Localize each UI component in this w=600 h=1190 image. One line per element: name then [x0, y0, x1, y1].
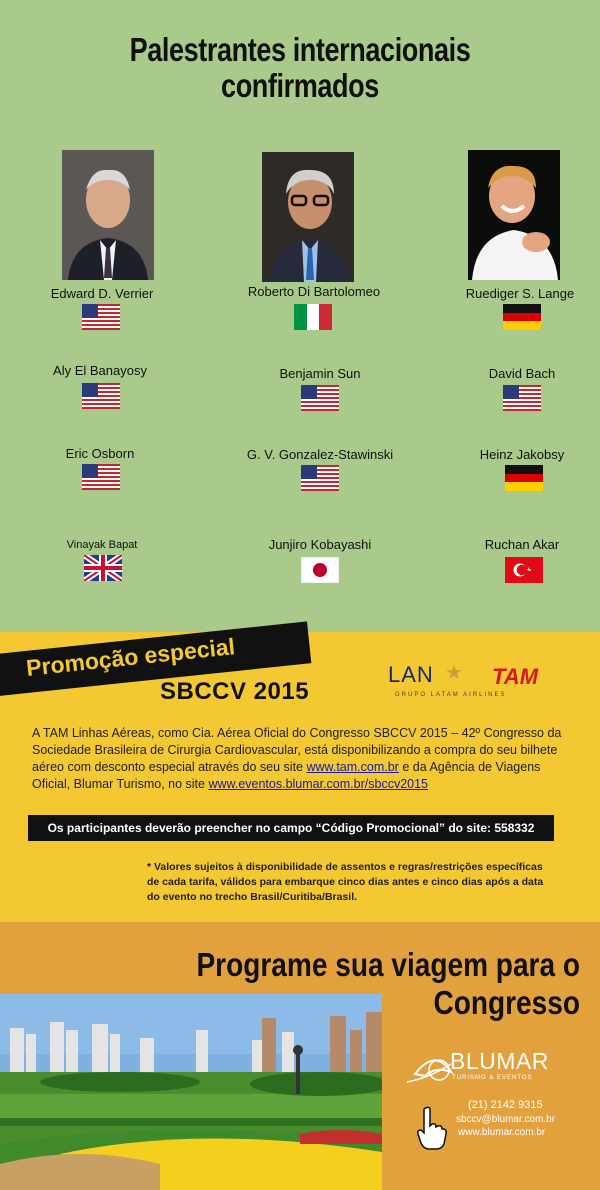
usa-flag-icon [82, 383, 120, 409]
promo-section [0, 632, 600, 922]
italy-flag-icon [294, 304, 332, 330]
japan-flag-icon [301, 557, 339, 583]
speaker-name: Heinz Jakobsy [479, 447, 565, 462]
blumar-website[interactable]: www.blumar.com.br [458, 1127, 546, 1138]
speaker-name: Edward D. Verrier [50, 286, 154, 301]
speaker-photo-roberto-di-bartolomeo [262, 152, 354, 282]
turkey-flag-icon [505, 557, 543, 583]
germany-flag-icon [505, 465, 543, 491]
speaker-name: Benjamin Sun [279, 366, 361, 381]
speaker-name: Ruchan Akar [484, 537, 560, 552]
promo-title: SBCCV 2015 [160, 678, 310, 705]
pointing-hand-icon [416, 1106, 448, 1150]
tam-site-link[interactable]: www.tam.com.br [306, 760, 399, 774]
travel-section [0, 922, 600, 1190]
speaker-name: Aly El Banayosy [53, 363, 147, 378]
grupo-latam-label: GRUPO LATAM AIRLINES [395, 692, 507, 698]
speaker-photo-ruediger-lange [468, 150, 560, 280]
star-icon: ★ [445, 662, 463, 684]
speaker-name: David Bach [488, 366, 556, 381]
speaker-photo-edward-verrier [62, 150, 154, 280]
speaker-name: Junjiro Kobayashi [268, 537, 372, 552]
blumar-subtitle: TURISMO & EVENTOS [452, 1075, 533, 1081]
travel-heading: Programe sua viagem para o Congresso [196, 946, 580, 1021]
usa-flag-icon [503, 385, 541, 411]
blumar-name: BLUMAR [450, 1048, 549, 1074]
tam-logo: TAM [492, 664, 539, 689]
lan-logo: LAN [388, 662, 434, 687]
blumar-event-link[interactable]: www.eventos.blumar.com.br/sbccv2015 [208, 777, 428, 791]
promo-text [32, 725, 572, 793]
speakers-heading: Palestrantes internacionais confirmados [129, 31, 471, 104]
blumar-email[interactable]: sbccv@blumar.com.br [456, 1114, 556, 1125]
speaker-name: Roberto Di Bartolomeo [247, 284, 381, 299]
curitiba-park-image [0, 994, 382, 1190]
blumar-phone: (21) 2142 9315 [468, 1099, 543, 1111]
disclaimer-text: * Valores sujeitos à disponibilidade de assentos e regras/restrições específicas de cada tarifa, válidos para embarque cinco dias antes e cinco dias após a data do evento no trecho Brasil/Curitiba/Brasil. [147, 861, 544, 903]
promo-tag-label: Promoção especial [24, 633, 237, 681]
usa-flag-icon [301, 465, 339, 491]
speaker-name: Ruediger S. Lange [465, 286, 575, 301]
usa-flag-icon [82, 464, 120, 490]
usa-flag-icon [82, 304, 120, 330]
germany-flag-icon [503, 304, 541, 330]
promo-text-part: A TAM Linhas Aéreas, como Cia. Aérea Oficial do Congresso SBCCV 2015 – 42º Congresso da Sociedade Brasileira de Cirurgia Cardiovascular, está disponibilizando a compra do seu bilhete aéreo com desconto especial através do seu site [32, 726, 562, 774]
promo-code-bar: Os participantes deverão preencher no campo “Código Promocional” do site: 558332 [28, 815, 554, 841]
speaker-name: G. V. Gonzalez-Stawinski [246, 447, 394, 462]
speaker-name: Vinayak Bapat [66, 539, 138, 551]
promo-text-part: e da Agência de Viagens Oficial, Blumar Turismo, no site [32, 760, 541, 791]
uk-flag-icon [84, 555, 122, 581]
usa-flag-icon [301, 385, 339, 411]
speaker-name: Eric Osborn [65, 446, 135, 461]
